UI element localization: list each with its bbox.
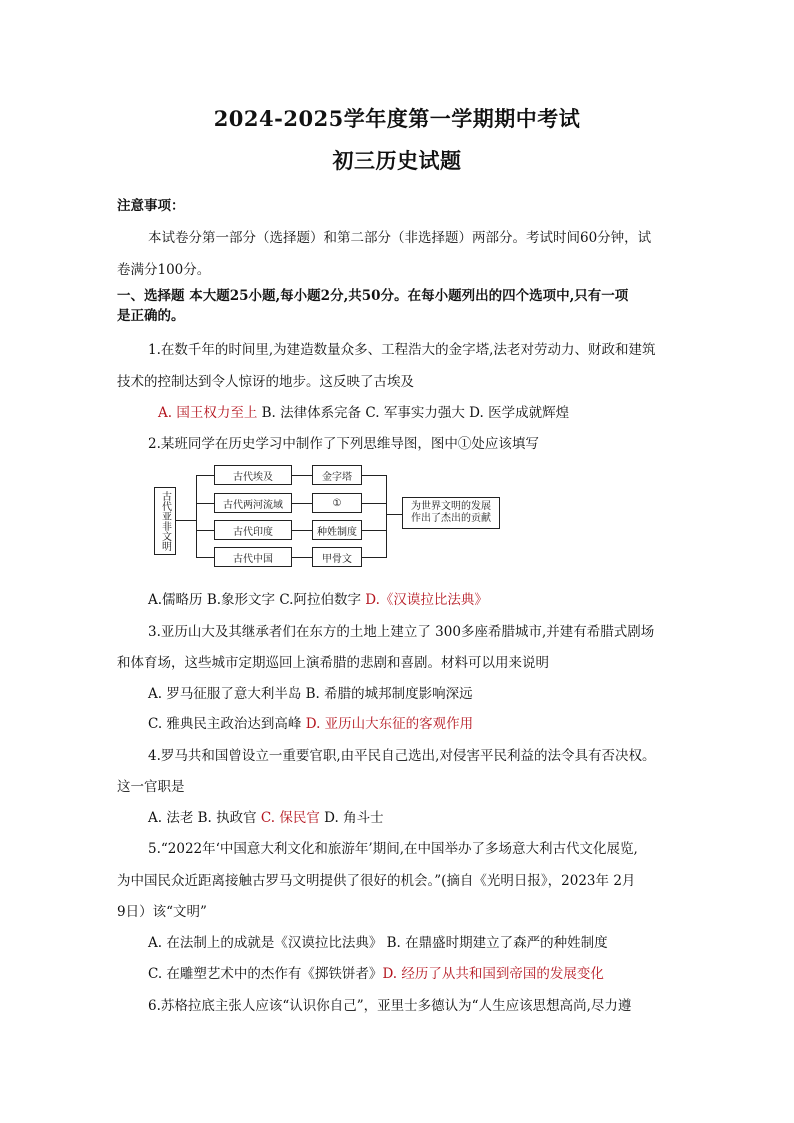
- q3-options-ab: A. 罗马征服了意大利半岛 B. 希腊的城邦制度影响深远: [148, 686, 473, 702]
- q5-options-ab: A. 在法制上的成就是《汉谟拉比法典》 B. 在鼎盛时期建立了森严的种姓制度: [148, 935, 608, 951]
- q5-stem-line-2: 为中国民众近距离接触古罗马文明提供了很好的机会。”(摘自《光明日报》，2023年 2月: [117, 873, 636, 889]
- section-heading-line-2: 是正确的。: [117, 308, 185, 324]
- diagram-right-box: 金字塔: [312, 465, 362, 485]
- q2-option-d: D.《汉谟拉比法典》: [365, 592, 488, 608]
- q2-options-abc: A.儒略历 B.象形文字 C.阿拉伯数字: [148, 592, 366, 608]
- q6-stem-line-1: 6.苏格拉底主张人应该“认识你自己”，亚里士多德认为“人生应该思想高尚,尽力遵: [148, 998, 632, 1014]
- q1-options: [158, 401, 569, 421]
- q3-stem-line-1: 3.亚历山大及其继承者们在东方的土地上建立了 300多座希腊城市,并建有希腊式剧场: [148, 624, 655, 640]
- diagram-left-box: 古代两河流域: [214, 493, 292, 513]
- connector: [196, 475, 197, 558]
- q5-options-cd: [148, 962, 604, 982]
- q5-option-c: C. 在雕塑艺术中的杰作有《掷铁饼者》: [148, 966, 383, 982]
- q3-option-d: D. 亚历山大东征的客观作用: [305, 716, 474, 732]
- q3-options-cd: [148, 712, 473, 732]
- exam-subtitle: 初三历史试题: [332, 148, 462, 173]
- connector: [362, 503, 386, 504]
- q4-option-d: D. 角斗士: [319, 810, 384, 826]
- exam-title: 2024-2025学年度第一学期期中考试: [213, 106, 581, 131]
- q4-options: [148, 806, 384, 826]
- notice-line-1: 本试卷分第一部分（选择题）和第二部分（非选择题）两部分。考试时间60分钟，试: [148, 230, 652, 246]
- diagram-right-box-blank: ①: [312, 493, 362, 513]
- q2-stem: 2.某班同学在历史学习中制作了下列思维导图，图中①处应该填写: [148, 436, 539, 452]
- connector: [196, 503, 214, 504]
- q1-options-rest: B. 法律体系完备 C. 军事实力强大 D. 医学成就辉煌: [257, 405, 570, 421]
- connector: [292, 475, 312, 476]
- q5-stem-line-1: 5.“2022年‘中国意大利文化和旅游年’期间,在中国举办了多场意大利古代文化展览,: [148, 841, 638, 857]
- connector: [362, 530, 386, 531]
- diagram-root-box: 古代亚非文明: [154, 487, 176, 555]
- q4-stem-line-2: 这一官职是: [117, 779, 185, 795]
- connector: [292, 557, 312, 558]
- q4-stem-line-1: 4.罗马共和国曾设立一重要官职,由平民自己选出,对侵害平民利益的法令具有否决权。: [148, 748, 656, 764]
- connector: [362, 475, 386, 476]
- connector: [292, 503, 312, 504]
- connector: [292, 530, 312, 531]
- q1-option-a: A. 国王权力至上: [158, 405, 258, 421]
- diagram-left-box: 古代印度: [214, 520, 292, 540]
- connector: [176, 520, 196, 521]
- q3-option-c: C. 雅典民主政治达到高峰: [148, 716, 306, 732]
- diagram-left-box: 古代中国: [214, 547, 292, 567]
- diagram-result-box: 为世界文明的发展作出了杰出的贡献: [402, 497, 500, 529]
- diagram-right-box: 甲骨文: [312, 547, 362, 567]
- connector: [196, 475, 214, 476]
- notice-label: 注意事项：: [117, 198, 185, 214]
- connector: [386, 475, 387, 558]
- q1-stem-line-1: 1.在数千年的时间里,为建造数量众多、工程浩大的金字塔,法老对劳动力、财政和建筑: [148, 342, 656, 358]
- notice-line-2: 卷满分100分。: [117, 262, 211, 278]
- q4-options-ab: A. 法老 B. 执政官: [148, 810, 261, 826]
- q4-option-c: C. 保民官: [260, 810, 320, 826]
- connector: [196, 530, 214, 531]
- diagram-right-box: 种姓制度: [312, 520, 362, 540]
- connector: [362, 557, 386, 558]
- connector: [196, 557, 214, 558]
- connector: [386, 514, 402, 515]
- diagram-left-box: 古代埃及: [214, 465, 292, 485]
- q2-options: [148, 588, 488, 608]
- q3-stem-line-2: 和体育场，这些城市定期巡回上演希腊的悲剧和喜剧。材料可以用来说明: [117, 655, 549, 671]
- section-heading-line-1: 一、选择题 本大题25小题,每小题2分,共50分。在每小题列出的四个选项中,只有一项: [117, 288, 629, 304]
- q5-option-d: D. 经历了从共和国到帝国的发展变化: [382, 966, 604, 982]
- q5-stem-line-3: 9日）该“文明”: [117, 904, 207, 920]
- q1-stem-line-2: 技术的控制达到令人惊讶的地步。这反映了古埃及: [117, 374, 414, 390]
